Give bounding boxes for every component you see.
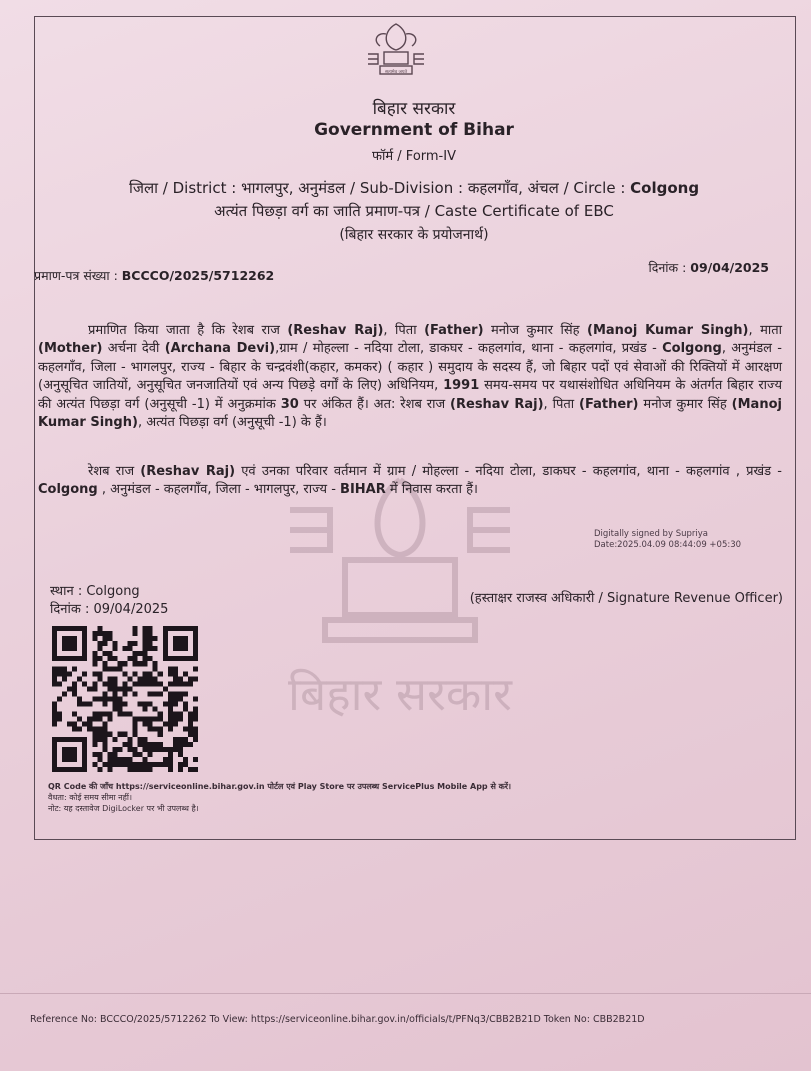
mother-name-en: (Archana Devi) [164,341,276,357]
state-value: BIHAR [340,482,386,498]
officer-signature-label: (हस्ताक्षर राजस्व अधिकारी / Signature Revenue Officer) [469,591,783,606]
certification-paragraph [38,322,782,432]
applicant-name-en: (Reshav Raj) [450,396,544,412]
certificate-number [34,267,274,284]
place-date-value: 09/04/2025 [93,602,169,617]
p1-text: मनोज कुमार सिंह [483,323,587,338]
p1-text: ,ग्राम / मोहल्ला - नदिया टोला, डाकघर - कहलगांव, थाना - कहलगांव, प्रखंड - [275,341,663,357]
circle-value: Colgong [630,179,700,197]
place-label: स्थान : [50,584,87,599]
district-line [34,178,794,198]
father-name-en: (Manoj Kumar Singh) [38,396,782,431]
place-date-block [50,583,168,619]
p2-text: एवं उनका परिवार वर्तमान में ग्राम / मोहल्ला - नदिया टोला, डाकघर - कहलगांव, थाना - कहलगांव , प्रखंड - [235,464,782,479]
place-date-line [50,601,168,619]
residence-paragraph [38,463,782,500]
certificate-number-label: प्रमाण-पत्र संख्या : [34,268,122,283]
father-label: (Father) [424,323,484,338]
qr-code[interactable] [52,626,198,772]
note-qr-verify: QR Code की जाँच https://serviceonline.bihar.gov.in पोर्टल एवं Play Store पर उपलब्ध ServicePlus Mobile App से करें। [48,782,512,791]
place-date-label: दिनांक : [50,602,94,617]
p1-text: , अत्यंत पिछड़ा वर्ग (अनुसूची -1) के हैं। [137,415,327,431]
p2-text: में निवास करता हैं। [385,482,478,498]
reference-footer: Reference No: BCCCO/2025/5712262 To View: https://serviceonline.bihar.gov.in/officials/t/PFNq3/CBB2B21D Token No: CBB2B21D [30,1014,645,1025]
certificate-title: अत्यंत पिछड़ा वर्ग का जाति प्रमाण-पत्र / Caste Certificate of EBC [214,202,614,220]
father-name-en: (Manoj Kumar Singh) [587,323,749,338]
verification-notes [48,781,511,814]
serial-number: 30 [280,396,299,412]
p2-text: , अनुमंडल - कहलगाँव, जिला - भागलपुर, राज्य - [97,482,341,498]
issue-date-value: 09/04/2025 [690,260,769,275]
p1-text: , अनुमंडल - कहलगाँव, जिला - भागलपुर, राज्य - बिहार के चन्द्रवंशी(कहार, कमकर) ( कहार ) समुदाय के सदस्य हैं, जो बिहार पदों एवं सेवाओं की रिक्तियों में आरक्षण (अनुसूचित जातियों, अनुसूचित जनजातियों एवं अन्य पिछड़े वर्गों के लिए) अधिनियम, [38,341,783,394]
emblem-motto: सत्यमेव जयते [384,70,408,75]
block-value: Colgong [662,341,722,357]
p1-text: , पिता [383,323,425,338]
block-value: Colgong [38,482,98,498]
p2-text: रेशब राज [88,464,141,479]
digital-signature [594,529,741,551]
applicant-name-en: (Reshav Raj) [287,323,384,338]
form-number: फॉर्म / Form-IV [372,149,456,164]
bihar-emblem-icon [362,20,430,80]
p1-text: , माता [748,323,783,338]
mother-label: (Mother) [38,341,103,357]
p1-text: समय-समय पर यथासंशोधित अधिनियम के अंतर्गत बिहार राज्य की अत्यंत पिछड़ा वर्ग (अनुसूची -1) में अनुक्रमांक [38,378,782,412]
act-year: 1991 [443,378,480,394]
note-validity: वैधता: कोई समय सीमा नहीं। [48,793,132,802]
certificate-number-value: BCCCO/2025/5712262 [121,268,275,283]
note-digilocker: नोट: यह दस्तावेज DigiLocker पर भी उपलब्ध है। [48,804,199,813]
p1-text: पर अंकित हैं। अत: रेशब राज [298,396,451,412]
place-value: Colgong [86,584,140,599]
hindi-govt-title: बिहार सरकार [372,99,456,119]
p1-text: प्रमाणित किया जाता है कि रेशब राज [88,323,288,338]
p1-text: अर्चना देवी [102,341,165,357]
watermark-text: बिहार सरकार [288,667,512,721]
divider [0,993,811,994]
govt-title: Government of Bihar [314,120,514,140]
issue-date-label: दिनांक : [648,260,691,275]
place-line [50,583,168,601]
issue-date [648,259,769,276]
applicant-name-en: (Reshav Raj) [140,464,236,479]
digital-signature-date: Date:2025.04.09 08:44:09 +05:30 [594,540,742,550]
father-label: (Father) [579,396,639,412]
district-line-text: जिला / District : भागलपुर, अनुमंडल / Sub-Division : कहलगाँव, अंचल / Circle : [128,179,631,197]
p1-text: , पिता [543,396,580,412]
digital-signature-name: Digitally signed by Supriya [594,529,708,539]
p1-text: मनोज कुमार सिंह [638,396,732,412]
purpose-line: (बिहार सरकार के प्रयोजनार्थ) [339,227,489,243]
